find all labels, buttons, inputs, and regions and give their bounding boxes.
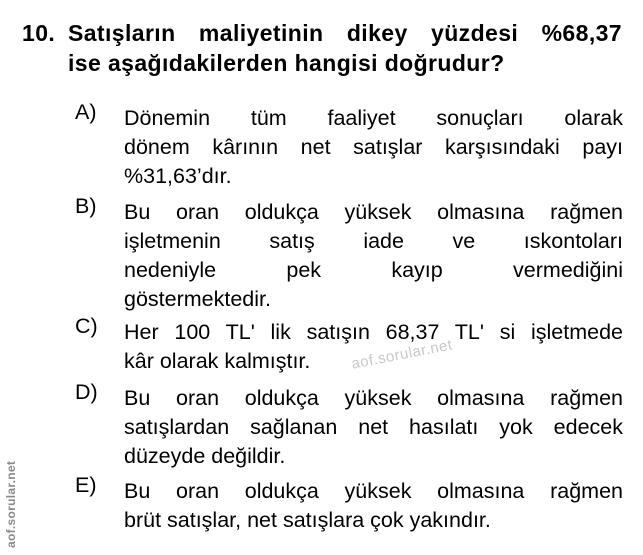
option-e-letter: E) <box>75 473 97 497</box>
option-b-line-2: işletmenin satış iade ve ıskontoları <box>124 229 623 253</box>
watermark-center: aof.sorular.net <box>350 336 454 373</box>
option-a-letter: A) <box>75 100 97 124</box>
option-a-line-3: %31,63’dır. <box>124 164 232 188</box>
option-c-line-1: Her 100 TL' lik satışın 68,37 TL' si işletmede <box>124 320 623 344</box>
question <box>22 18 622 78</box>
option-e-line-1: Bu oran oldukça yüksek olmasına rağmen <box>124 479 623 503</box>
question-line-1 <box>22 18 622 48</box>
option-a[interactable] <box>75 100 623 191</box>
option-c[interactable] <box>75 314 623 376</box>
option-b-letter: B) <box>75 194 97 218</box>
option-d-line-3: düzeyde değildir. <box>124 444 286 468</box>
option-b-line-1: Bu oran oldukça yüksek olmasına rağmen <box>124 200 623 224</box>
option-a-line-2: dönem kârının net satışlar karşısındaki payı <box>124 135 623 159</box>
question-number: 10. <box>22 20 56 46</box>
option-d-line-2: satışlardan sağlanan net hasılatı yok edecek <box>124 415 623 439</box>
option-e[interactable] <box>75 473 623 535</box>
option-b-line-3: nedeniyle pek kayıp vermediğini <box>124 258 623 282</box>
option-c-line-2: kâr olarak kalmıştır. <box>124 349 311 373</box>
question-text-line-1: Satışların maliyetinin dikey yüzdesi %68,37 <box>68 20 622 46</box>
option-d-line-1: Bu oran oldukça yüksek olmasına rağmen <box>124 386 623 410</box>
question-text-line-2: ise aşağıdakilerden hangisi doğrudur? <box>68 50 505 76</box>
watermark-side: aof.sorular.net <box>4 460 18 548</box>
option-b[interactable] <box>75 194 623 314</box>
option-a-line-1: Dönemin tüm faaliyet sonuçları olarak <box>124 106 623 130</box>
option-d-letter: D) <box>75 380 98 404</box>
option-d[interactable] <box>75 380 623 471</box>
option-e-line-2: brüt satışlar, net satışlara çok yakındır. <box>124 508 491 532</box>
option-b-line-4: göstermektedir. <box>124 287 271 311</box>
option-c-letter: C) <box>75 314 98 338</box>
